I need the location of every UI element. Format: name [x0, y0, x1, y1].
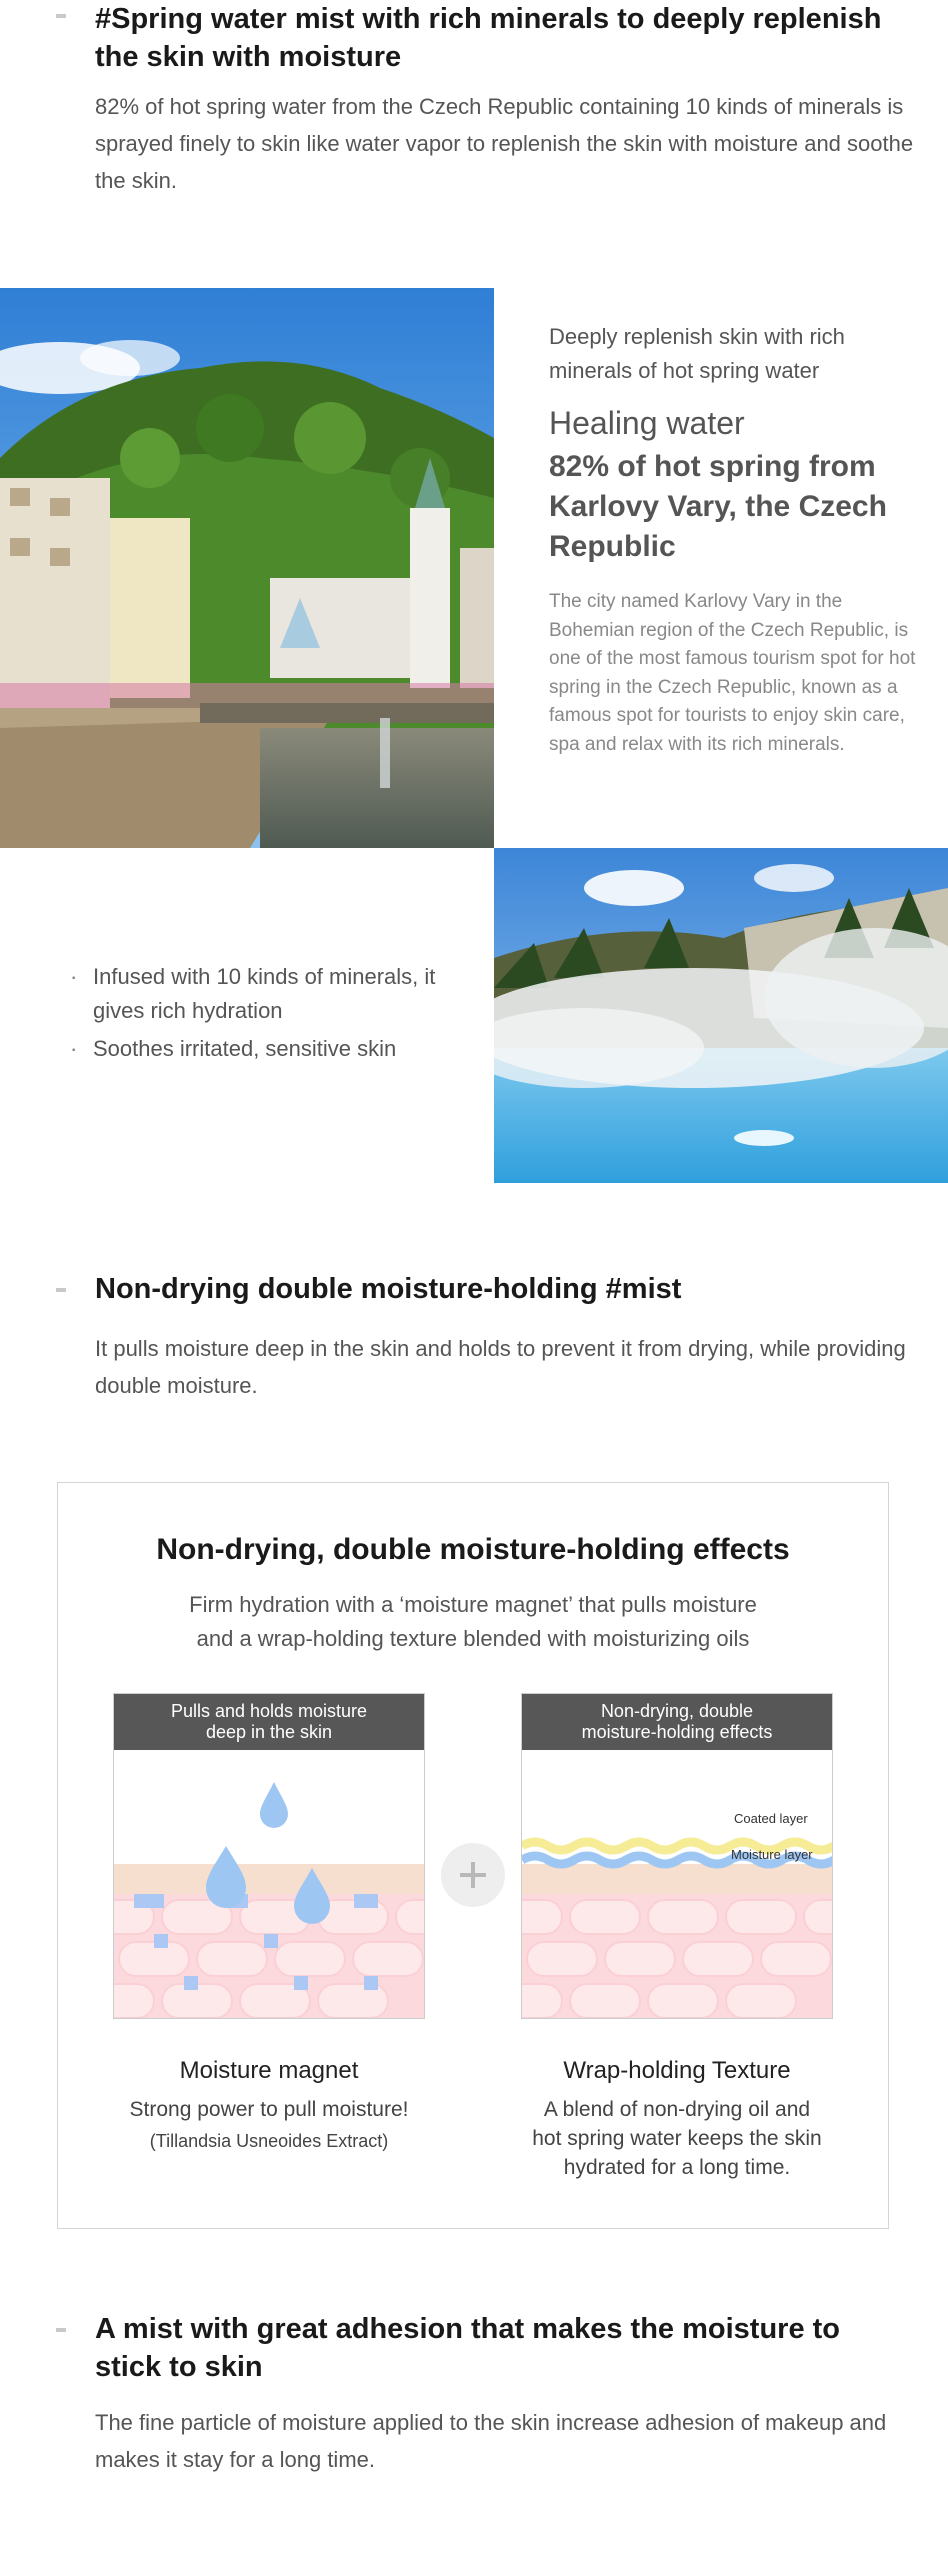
panel-header-line: Pulls and holds moisture [170, 1701, 368, 1721]
bullet-dash [56, 14, 66, 18]
layer-illustration [522, 1750, 833, 2019]
benefit-list [70, 960, 460, 1070]
panel-header-line: deep in the skin [205, 1722, 333, 1742]
panel-header [522, 1694, 832, 1750]
effects-subtitle [58, 1588, 888, 1656]
section-body: 82% of hot spring water from the Czech Republic containing 10 kinds of minerals is sprayed finely to skin like water vapor to replenish the skin with moisture and soothe the skin. [95, 94, 914, 193]
section-title: #Spring water mist with rich minerals to deeply replenish the skin with moisture [95, 3, 882, 73]
healing-description: The city named Karlovy Vary in the Bohemian region of the Czech Republic, is one of the most famous tourism spot for hot spring in the Czech Republic, known as a famous spot for tourists to enjoy skin care, spa and relax with its rich minerals. [549, 591, 916, 755]
karlovy-vary-photo [0, 288, 494, 848]
bullet-dash [56, 2328, 66, 2332]
effects-title: Non-drying, double moisture-holding effects [156, 1533, 790, 1566]
wrap-holding-panel [521, 1693, 833, 2019]
section-title: Non-drying double moisture-holding #mist [95, 1273, 682, 1305]
coated-layer-label: Coated layer [734, 1811, 808, 1826]
panel-header-line: Non-drying, double [600, 1701, 754, 1721]
moisture-magnet-title: Moisture magnet [179, 2057, 359, 2084]
moisture-magnet-note: (Tillandsia Usneoides Extract) [149, 2131, 389, 2151]
moisture-magnet-text: Strong power to pull moisture! [129, 2098, 409, 2121]
section-body: It pulls moisture deep in the skin and holds to prevent it from drying, while providing double moisture. [95, 1336, 906, 1398]
healing-heading: Healing water [549, 405, 745, 441]
plus-icon [441, 1843, 505, 1907]
hot-spring-photo [494, 848, 948, 1183]
list-item: · Soothes irritated, sensitive skin [70, 1032, 460, 1066]
healing-subtitle: Deeply replenish skin with rich minerals of hot spring water [549, 324, 845, 383]
section-body: The fine particle of moisture applied to the skin increase adhesion of makeup and makes it stay for a long time. [95, 2410, 887, 2472]
list-item: · Infused with 10 kinds of minerals, it gives rich hydration [70, 960, 460, 1028]
panel-header-line: moisture-holding effects [581, 1722, 773, 1742]
section-title: A mist with great adhesion that makes the moisture to stick to skin [95, 2313, 841, 2383]
wrap-holding-text: A blend of non-drying oil and hot spring water keeps the skin hydrated for a long time. [532, 2098, 822, 2179]
moisture-layer-label: Moisture layer [731, 1847, 813, 1862]
moisture-magnet-panel [113, 1693, 425, 2019]
effects-subtitle-text: Firm hydration with a ‘moisture magnet’ that pulls moisture and a wrap-holding texture blended with moisturizing oils [189, 1592, 757, 1651]
bullet-dash [56, 1288, 66, 1292]
wrap-holding-title: Wrap-holding Texture [563, 2057, 791, 2084]
effects-box [57, 1482, 889, 2229]
skin-illustration [114, 1750, 425, 2019]
panel-header [114, 1694, 424, 1750]
healing-source-heading: 82% of hot spring from Karlovy Vary, the Czech Republic [549, 450, 887, 563]
